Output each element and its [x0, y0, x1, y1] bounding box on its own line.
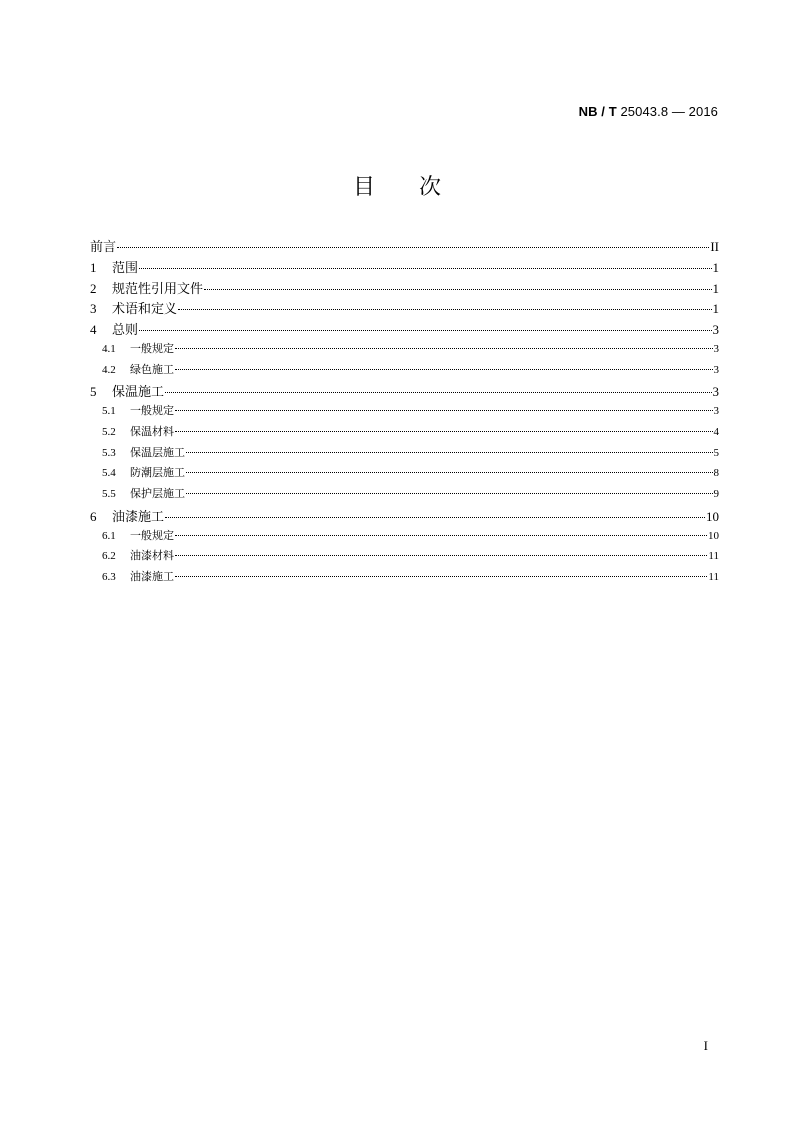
toc-entry-number: 5.4 — [102, 467, 116, 480]
toc-entry-label: 防潮层施工 — [130, 466, 185, 480]
page-title — [0, 170, 794, 201]
toc-leader-dots — [175, 535, 707, 536]
toc-entry-page: 11 — [708, 550, 719, 563]
toc-entry-page: 1 — [712, 280, 719, 296]
toc-entry-page: 10 — [708, 529, 719, 542]
toc-entry-5-2[interactable] — [90, 423, 719, 444]
toc-entry-number: 4 — [90, 322, 97, 337]
toc-entry-page: 9 — [713, 488, 719, 500]
title-char-1: 目 — [352, 175, 375, 200]
toc-entry-page: 11 — [708, 571, 719, 583]
toc-entry-page: 10 — [706, 508, 719, 524]
toc-entry-label: 术语和定义 — [112, 302, 178, 318]
toc-entry-label: 规范性引用文件 — [112, 281, 204, 297]
toc-entry-number: 1 — [90, 259, 97, 275]
toc-entry-label: 总则 — [112, 323, 139, 338]
toc-entry-number: 5.2 — [102, 425, 116, 438]
toc-leader-dots — [117, 247, 709, 248]
toc-entry-number: 5.5 — [102, 488, 116, 500]
toc-entry-label: 一般规定 — [130, 341, 174, 355]
toc-leader-dots — [186, 472, 713, 473]
toc-entry-label: 保温层施工 — [130, 445, 185, 459]
toc-entry-4-2[interactable] — [90, 361, 719, 382]
toc-entry-page: 3 — [713, 342, 719, 355]
toc-leader-dots — [204, 289, 711, 290]
toc-entry-page: II — [710, 239, 719, 254]
toc-leader-dots — [178, 309, 711, 310]
toc-entry-5-3[interactable] — [90, 444, 719, 465]
toc-entry-label: 保护层施工 — [130, 487, 185, 500]
toc-entry-5[interactable] — [90, 381, 719, 402]
page-number: I — [703, 1038, 708, 1053]
toc-entry-foreword[interactable] — [90, 236, 719, 257]
toc-entry-5-5[interactable] — [90, 485, 719, 506]
toc-entry-page: 4 — [713, 425, 719, 438]
toc-entry-6-2[interactable] — [90, 547, 719, 568]
toc-entry-number: 5.3 — [102, 446, 116, 459]
toc-entry-6-1[interactable] — [90, 527, 719, 548]
toc-entry-page: 1 — [712, 259, 719, 275]
toc-leader-dots — [165, 517, 705, 518]
standard-prefix: NB / T — [578, 104, 617, 119]
toc-entry-number: 6.3 — [102, 571, 116, 583]
toc-leader-dots — [186, 452, 713, 453]
toc-entry-number: 6.1 — [102, 529, 116, 542]
toc-entry-label: 油漆施工 — [130, 570, 174, 583]
toc-leader-dots — [175, 348, 713, 349]
toc-entry-5-4[interactable] — [90, 464, 719, 485]
toc-entry-label: 保温施工 — [112, 385, 165, 401]
table-of-contents — [90, 236, 719, 589]
toc-entry-label: 保温材料 — [130, 424, 174, 438]
toc-entry-label: 绿色施工 — [130, 362, 174, 376]
toc-entry-label: 油漆施工 — [112, 509, 165, 525]
toc-entry-label: 范围 — [112, 260, 139, 276]
toc-entry-page: 5 — [713, 446, 719, 459]
toc-entry-1[interactable] — [90, 257, 719, 278]
toc-entry-number: 3 — [90, 301, 97, 317]
toc-entry-label: 前言 — [90, 240, 117, 255]
toc-leader-dots — [139, 268, 711, 269]
toc-leader-dots — [175, 410, 713, 411]
toc-entry-number: 2 — [90, 280, 97, 296]
toc-entry-4[interactable] — [90, 319, 719, 340]
toc-entry-6-3[interactable] — [90, 568, 719, 589]
toc-entry-2[interactable] — [90, 278, 719, 299]
toc-leader-dots — [175, 576, 707, 577]
standard-code: 25043.8 — 2016 — [616, 104, 718, 119]
toc-entry-label: 一般规定 — [130, 528, 174, 542]
toc-entry-3[interactable] — [90, 298, 719, 319]
title-char-2: 次 — [419, 175, 442, 200]
toc-entry-page: 3 — [712, 322, 719, 337]
toc-entry-number: 4.2 — [102, 363, 116, 376]
toc-entry-page: 8 — [713, 467, 719, 480]
toc-entry-page: 1 — [712, 301, 719, 317]
toc-entry-label: 一般规定 — [130, 404, 174, 417]
standard-number — [579, 104, 718, 119]
toc-entry-6[interactable] — [90, 506, 719, 527]
toc-leader-dots — [175, 369, 713, 370]
toc-entry-5-1[interactable] — [90, 402, 719, 423]
toc-entry-label: 油漆材料 — [130, 549, 174, 563]
toc-entry-page: 3 — [713, 363, 719, 376]
toc-entry-number: 6.2 — [102, 550, 116, 563]
toc-leader-dots — [175, 431, 713, 432]
toc-entry-page: 3 — [712, 384, 719, 400]
toc-entry-4-1[interactable] — [90, 340, 719, 361]
toc-entry-number: 4.1 — [102, 342, 116, 355]
toc-entry-number: 6 — [90, 508, 97, 524]
toc-entry-page: 3 — [713, 405, 719, 417]
toc-leader-dots — [175, 555, 707, 556]
toc-leader-dots — [139, 330, 711, 331]
toc-leader-dots — [186, 493, 713, 494]
toc-entry-number: 5.1 — [102, 405, 116, 417]
toc-entry-number: 5 — [90, 384, 97, 400]
toc-leader-dots — [165, 392, 711, 393]
